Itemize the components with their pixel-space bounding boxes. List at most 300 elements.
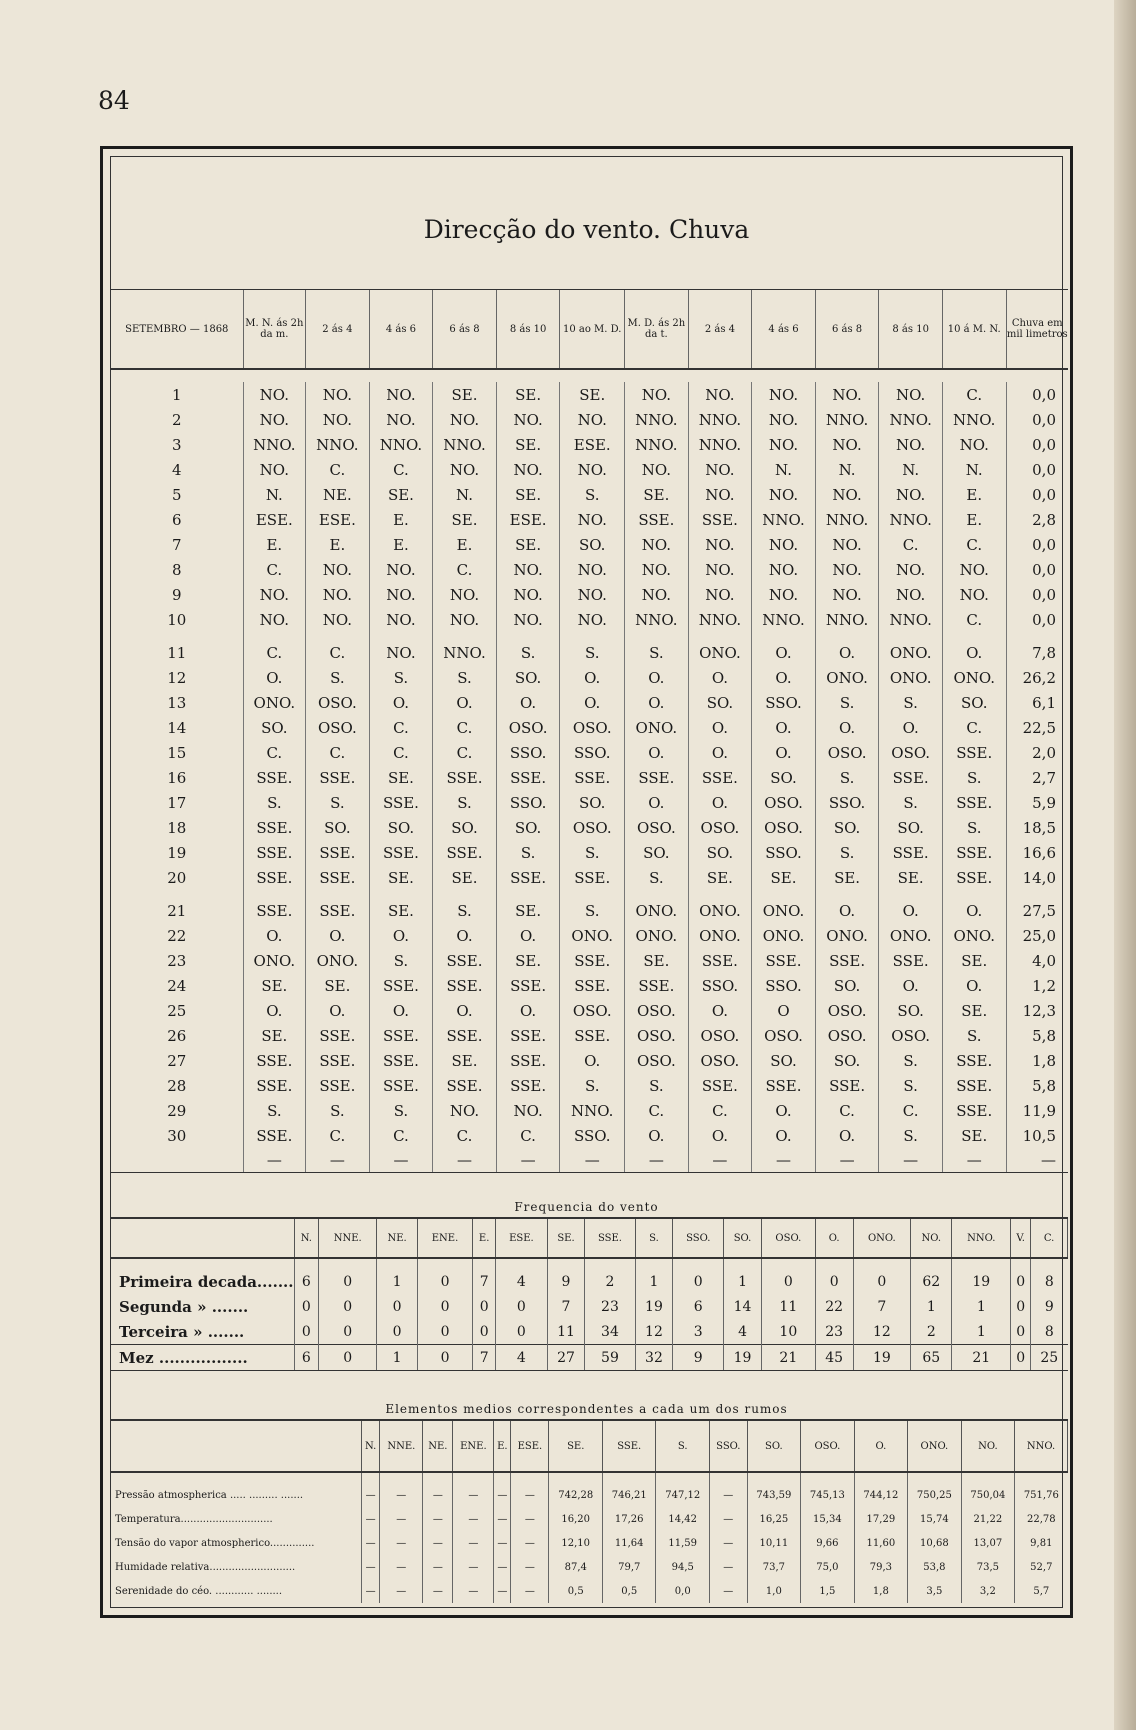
table-cell: SSO. bbox=[560, 1123, 625, 1148]
table-cell: SO. bbox=[879, 998, 943, 1023]
table-frame-inner bbox=[110, 156, 1068, 1608]
table-cell: NNO. bbox=[688, 407, 752, 432]
elements-cell: 73,7 bbox=[747, 1555, 801, 1579]
dash-cell: — bbox=[306, 1148, 370, 1173]
table-cell: NNO. bbox=[625, 432, 689, 457]
table-cell: O. bbox=[625, 690, 689, 715]
table-cell: O. bbox=[879, 973, 943, 998]
table-cell: 6,1 bbox=[1006, 690, 1068, 715]
table-cell: SSE. bbox=[306, 865, 370, 890]
frequency-header-cell: O. bbox=[815, 1218, 853, 1258]
table-cell: C. bbox=[306, 632, 370, 665]
table-cell: S. bbox=[942, 765, 1006, 790]
elements-header-cell: OSO. bbox=[801, 1420, 855, 1472]
table-cell: SSE. bbox=[369, 1073, 433, 1098]
table-row bbox=[111, 765, 1068, 790]
table-cell: S. bbox=[625, 632, 689, 665]
table-cell: O. bbox=[243, 923, 305, 948]
elements-cell: 9,81 bbox=[1015, 1531, 1068, 1555]
table-cell: NO. bbox=[306, 557, 370, 582]
elements-cell: 79,3 bbox=[854, 1555, 908, 1579]
table-cell: SSE. bbox=[815, 948, 879, 973]
table-cell: SO. bbox=[942, 690, 1006, 715]
table-cell: SE. bbox=[496, 890, 560, 923]
wind-header-cell: 4 ás 6 bbox=[369, 290, 433, 370]
frequency-cell: 0 bbox=[1011, 1294, 1031, 1319]
table-cell: SSE. bbox=[243, 1073, 305, 1098]
table-cell: SO. bbox=[560, 532, 625, 557]
frequency-cell: 25 bbox=[1031, 1345, 1068, 1371]
table-cell: S. bbox=[433, 665, 497, 690]
table-cell: SE. bbox=[243, 1023, 305, 1048]
table-cell: SSE. bbox=[433, 948, 497, 973]
table-cell: OSO. bbox=[815, 740, 879, 765]
table-cell: S. bbox=[369, 665, 433, 690]
mean-elements-table bbox=[111, 1419, 1068, 1603]
table-cell: O. bbox=[560, 690, 625, 715]
table-cell: SSE. bbox=[369, 973, 433, 998]
frequency-header-cell: SSO. bbox=[673, 1218, 724, 1258]
table-cell: 24 bbox=[167, 976, 187, 995]
table-row bbox=[111, 432, 1068, 457]
table-row bbox=[111, 632, 1068, 665]
frequency-cell: 32 bbox=[635, 1345, 673, 1371]
table-cell: S. bbox=[496, 632, 560, 665]
frequency-cell: 23 bbox=[585, 1294, 635, 1319]
elements-cell: 3,5 bbox=[908, 1579, 962, 1603]
table-cell: ONO. bbox=[752, 923, 816, 948]
table-cell: NO. bbox=[625, 457, 689, 482]
elements-cell: — bbox=[709, 1531, 747, 1555]
table-cell: NO. bbox=[433, 607, 497, 632]
table-cell: NNO. bbox=[369, 432, 433, 457]
frequency-cell: 9 bbox=[673, 1345, 724, 1371]
table-cell: NO. bbox=[815, 432, 879, 457]
table-cell: 5,9 bbox=[1006, 790, 1068, 815]
table-cell: NNO. bbox=[879, 507, 943, 532]
elements-row bbox=[111, 1579, 1068, 1603]
elements-cell: 747,12 bbox=[656, 1472, 710, 1507]
elements-cell: — bbox=[423, 1507, 453, 1531]
table-cell: 5 bbox=[172, 485, 182, 504]
table-cell: OSO. bbox=[625, 998, 689, 1023]
table-cell: 0,0 bbox=[1006, 432, 1068, 457]
table-cell: SE. bbox=[369, 765, 433, 790]
wind-direction-table bbox=[111, 289, 1068, 1173]
table-cell: SSE. bbox=[815, 1073, 879, 1098]
table-cell: C. bbox=[433, 557, 497, 582]
table-cell: NO. bbox=[815, 582, 879, 607]
table-cell: NNO. bbox=[625, 407, 689, 432]
table-cell: NO. bbox=[625, 382, 689, 407]
table-cell: S. bbox=[879, 1073, 943, 1098]
table-cell: 0,0 bbox=[1006, 407, 1068, 432]
table-cell: S. bbox=[879, 1048, 943, 1073]
frequency-cell: 1 bbox=[952, 1294, 1011, 1319]
elements-cell: — bbox=[494, 1579, 511, 1603]
table-cell: OSO. bbox=[306, 690, 370, 715]
table-cell: 1,2 bbox=[1006, 973, 1068, 998]
frequency-row bbox=[111, 1258, 1068, 1294]
table-cell: NO. bbox=[306, 382, 370, 407]
table-cell: SSE. bbox=[560, 865, 625, 890]
table-cell: SO. bbox=[306, 815, 370, 840]
table-cell: 0,0 bbox=[1006, 482, 1068, 507]
table-cell: 2,0 bbox=[1006, 740, 1068, 765]
table-cell: NO. bbox=[688, 582, 752, 607]
table-cell: S. bbox=[560, 482, 625, 507]
table-cell: SSE. bbox=[879, 948, 943, 973]
table-cell: 26 bbox=[167, 1026, 187, 1045]
table-cell: N. bbox=[879, 457, 943, 482]
table-cell: 4,0 bbox=[1006, 948, 1068, 973]
elements-cell: — bbox=[423, 1472, 453, 1507]
frequency-cell: 0 bbox=[1011, 1258, 1031, 1294]
table-cell: C. bbox=[815, 1098, 879, 1123]
table-cell: SSE. bbox=[306, 765, 370, 790]
elements-cell: 0,0 bbox=[656, 1579, 710, 1603]
frequency-header-cell: E. bbox=[473, 1218, 496, 1258]
table-cell: O. bbox=[752, 1098, 816, 1123]
elements-cell: 11,64 bbox=[602, 1531, 656, 1555]
table-cell: O. bbox=[815, 715, 879, 740]
wind-header-cell: 6 ás 8 bbox=[433, 290, 497, 370]
frequency-header-cell: V. bbox=[1011, 1218, 1031, 1258]
table-cell: S. bbox=[306, 790, 370, 815]
dash-spacer bbox=[111, 1148, 243, 1173]
frequency-row-label: Terceira » ....... bbox=[119, 1322, 245, 1341]
dash-cell: — bbox=[879, 1148, 943, 1173]
table-cell: ESE. bbox=[560, 432, 625, 457]
table-cell: SSE. bbox=[243, 840, 305, 865]
elements-header-cell: S. bbox=[656, 1420, 710, 1472]
table-cell: SE. bbox=[433, 1048, 497, 1073]
table-cell: NNO. bbox=[625, 607, 689, 632]
elements-cell: 16,20 bbox=[549, 1507, 603, 1531]
wind-header-cell: 10 ao M. D. bbox=[560, 290, 625, 370]
table-cell: 0,0 bbox=[1006, 557, 1068, 582]
table-cell: O. bbox=[243, 998, 305, 1023]
table-cell: O. bbox=[688, 998, 752, 1023]
table-cell: 22 bbox=[167, 926, 187, 945]
table-cell: ESE. bbox=[496, 507, 560, 532]
table-cell: C. bbox=[879, 532, 943, 557]
wind-header-cell: M. N. ás 2h da m. bbox=[243, 290, 305, 370]
table-cell: NO. bbox=[688, 532, 752, 557]
table-cell: NO. bbox=[815, 532, 879, 557]
table-cell: SO. bbox=[625, 840, 689, 865]
wind-header-cell: 2 ás 4 bbox=[306, 290, 370, 370]
table-cell: 0,0 bbox=[1006, 457, 1068, 482]
frequency-cell: 34 bbox=[585, 1319, 635, 1345]
table-cell: S. bbox=[942, 815, 1006, 840]
elements-header-cell: NNE. bbox=[380, 1420, 423, 1472]
table-cell: SE. bbox=[752, 865, 816, 890]
frequency-row-label: Segunda » ....... bbox=[119, 1297, 249, 1316]
table-cell: SSE. bbox=[243, 865, 305, 890]
table-cell: SSE. bbox=[306, 1023, 370, 1048]
elements-cell: 52,7 bbox=[1015, 1555, 1068, 1579]
table-cell: SO. bbox=[560, 790, 625, 815]
table-cell: SSO. bbox=[560, 740, 625, 765]
table-cell: C. bbox=[306, 740, 370, 765]
frequency-cell: 7 bbox=[547, 1294, 585, 1319]
table-cell: SSO. bbox=[752, 690, 816, 715]
table-cell: SSE. bbox=[942, 1098, 1006, 1123]
table-cell: 20 bbox=[167, 868, 187, 887]
table-cell: SSO. bbox=[496, 740, 560, 765]
table-cell: SSE. bbox=[942, 1073, 1006, 1098]
table-cell: 14,0 bbox=[1006, 865, 1068, 890]
table-cell: NO. bbox=[879, 557, 943, 582]
table-cell: O. bbox=[433, 998, 497, 1023]
table-cell: SE. bbox=[369, 865, 433, 890]
table-cell: ONO. bbox=[942, 665, 1006, 690]
frequency-cell: 3 bbox=[673, 1319, 724, 1345]
table-row bbox=[111, 457, 1068, 482]
elements-row-label: Humidade relativa........................... bbox=[115, 1561, 296, 1573]
table-row bbox=[111, 790, 1068, 815]
table-cell: ESE. bbox=[306, 507, 370, 532]
table-cell: NO. bbox=[752, 532, 816, 557]
table-cell: C. bbox=[942, 532, 1006, 557]
frequency-cell: 6 bbox=[673, 1294, 724, 1319]
elements-header-cell: ONO. bbox=[908, 1420, 962, 1472]
table-cell: C. bbox=[942, 607, 1006, 632]
elements-cell: 17,29 bbox=[854, 1507, 908, 1531]
frequency-row bbox=[111, 1345, 1068, 1371]
table-cell: 7,8 bbox=[1006, 632, 1068, 665]
elements-row-label: Tensão do vapor atmospherico.............. bbox=[115, 1537, 315, 1549]
table-cell: O. bbox=[625, 740, 689, 765]
frequency-body bbox=[111, 1258, 1068, 1371]
elements-cell: — bbox=[380, 1507, 423, 1531]
table-cell: SE. bbox=[496, 382, 560, 407]
table-cell: NO. bbox=[625, 557, 689, 582]
table-cell: NO. bbox=[752, 557, 816, 582]
table-cell: ONO. bbox=[625, 890, 689, 923]
frequency-cell: 1 bbox=[724, 1258, 762, 1294]
frequency-cell: 0 bbox=[319, 1319, 377, 1345]
table-cell: C. bbox=[369, 740, 433, 765]
frequency-header bbox=[111, 1218, 1068, 1258]
table-cell: S. bbox=[369, 948, 433, 973]
frequency-cell: 7 bbox=[853, 1294, 911, 1319]
table-cell: SSE. bbox=[496, 865, 560, 890]
table-cell: NO. bbox=[243, 582, 305, 607]
elements-cell: — bbox=[709, 1472, 747, 1507]
table-cell: SSE. bbox=[560, 1023, 625, 1048]
table-cell: SSE. bbox=[496, 1023, 560, 1048]
table-cell: ONO. bbox=[752, 890, 816, 923]
frequency-header-cell: NO. bbox=[911, 1218, 952, 1258]
wind-header-cell: 6 ás 8 bbox=[815, 290, 879, 370]
elements-cell: 743,59 bbox=[747, 1472, 801, 1507]
table-cell: NO. bbox=[879, 582, 943, 607]
frequency-cell: 59 bbox=[585, 1345, 635, 1371]
frequency-row-label: Primeira decada....... bbox=[119, 1272, 294, 1291]
table-cell: S. bbox=[815, 840, 879, 865]
table-row bbox=[111, 582, 1068, 607]
table-cell: SSE. bbox=[306, 890, 370, 923]
elements-cell: 11,60 bbox=[854, 1531, 908, 1555]
table-cell: SSE. bbox=[243, 815, 305, 840]
frequency-cell: 0 bbox=[294, 1294, 319, 1319]
table-cell: NO. bbox=[369, 632, 433, 665]
table-cell: SSE. bbox=[942, 790, 1006, 815]
table-cell: O. bbox=[942, 890, 1006, 923]
table-cell: SO. bbox=[496, 815, 560, 840]
elements-cell: — bbox=[362, 1531, 380, 1555]
table-cell: NO. bbox=[560, 607, 625, 632]
table-cell: SSE. bbox=[433, 1023, 497, 1048]
table-cell: SSO. bbox=[815, 790, 879, 815]
table-cell: 8 bbox=[172, 560, 182, 579]
elements-header bbox=[111, 1420, 1068, 1472]
table-cell: S. bbox=[560, 632, 625, 665]
table-cell: SSE. bbox=[688, 507, 752, 532]
elements-cell: 15,74 bbox=[908, 1507, 962, 1531]
table-row bbox=[111, 948, 1068, 973]
table-cell: C. bbox=[306, 1123, 370, 1148]
table-cell: S. bbox=[496, 840, 560, 865]
table-cell: SO. bbox=[369, 815, 433, 840]
elements-cell: 14,42 bbox=[656, 1507, 710, 1531]
frequency-cell: 19 bbox=[635, 1294, 673, 1319]
elements-cell: — bbox=[511, 1531, 549, 1555]
table-row bbox=[111, 840, 1068, 865]
table-cell: NNO. bbox=[560, 1098, 625, 1123]
table-cell: SSE. bbox=[496, 973, 560, 998]
table-cell: S. bbox=[879, 1123, 943, 1148]
table-cell: 16 bbox=[167, 768, 187, 787]
table-cell: O. bbox=[688, 715, 752, 740]
frequency-cell: 21 bbox=[761, 1345, 815, 1371]
table-cell: NO. bbox=[752, 382, 816, 407]
table-cell: SSE. bbox=[369, 840, 433, 865]
table-cell: SSE. bbox=[688, 948, 752, 973]
elements-cell: 94,5 bbox=[656, 1555, 710, 1579]
table-cell: S. bbox=[306, 1098, 370, 1123]
table-cell: SSE. bbox=[942, 865, 1006, 890]
table-cell: OSO. bbox=[815, 1023, 879, 1048]
table-cell: 28 bbox=[167, 1076, 187, 1095]
table-cell: NO. bbox=[496, 407, 560, 432]
table-cell: O. bbox=[625, 1123, 689, 1148]
table-cell: O. bbox=[879, 890, 943, 923]
table-cell: SE. bbox=[625, 948, 689, 973]
table-cell: O. bbox=[496, 923, 560, 948]
table-cell: S. bbox=[625, 865, 689, 890]
table-cell: NO. bbox=[625, 582, 689, 607]
frequency-header-cell: ESE. bbox=[496, 1218, 547, 1258]
table-cell: SO. bbox=[688, 840, 752, 865]
table-cell: O. bbox=[625, 665, 689, 690]
table-cell: O. bbox=[433, 923, 497, 948]
elements-caption: Elementos medios correspondentes a cada um dos rumos bbox=[385, 1402, 788, 1416]
table-cell: 11 bbox=[167, 643, 187, 662]
table-cell: SE. bbox=[496, 532, 560, 557]
table-cell: SO. bbox=[752, 1048, 816, 1073]
table-cell: NO. bbox=[688, 382, 752, 407]
table-cell: NO. bbox=[560, 557, 625, 582]
elements-cell: 750,04 bbox=[961, 1472, 1015, 1507]
frequency-cell: 21 bbox=[952, 1345, 1011, 1371]
table-cell: OSO. bbox=[752, 815, 816, 840]
table-cell: NO. bbox=[369, 382, 433, 407]
table-cell: O. bbox=[688, 740, 752, 765]
table-cell: 0,0 bbox=[1006, 382, 1068, 407]
frequency-cell: 23 bbox=[815, 1319, 853, 1345]
elements-cell: 745,13 bbox=[801, 1472, 855, 1507]
frequency-cell: 0 bbox=[377, 1294, 418, 1319]
frequency-label-header bbox=[111, 1218, 294, 1258]
table-cell: NO. bbox=[815, 382, 879, 407]
frequency-cell: 19 bbox=[724, 1345, 762, 1371]
frequency-cell: 19 bbox=[853, 1345, 911, 1371]
table-cell: NO. bbox=[369, 582, 433, 607]
table-cell: S. bbox=[560, 1073, 625, 1098]
table-row bbox=[111, 815, 1068, 840]
table-cell: E. bbox=[942, 482, 1006, 507]
dash-cell: — bbox=[752, 1148, 816, 1173]
table-cell: O. bbox=[879, 715, 943, 740]
frequency-cell: 0 bbox=[853, 1258, 911, 1294]
table-cell: 23 bbox=[167, 951, 187, 970]
table-cell: 16,6 bbox=[1006, 840, 1068, 865]
table-cell: SSE. bbox=[625, 973, 689, 998]
wind-header-cell: SETEMBRO — 1868 bbox=[111, 290, 243, 370]
table-cell: O. bbox=[369, 923, 433, 948]
table-cell: SE. bbox=[433, 865, 497, 890]
frequency-header-cell: ENE. bbox=[417, 1218, 472, 1258]
table-cell: C. bbox=[942, 715, 1006, 740]
frequency-cell: 7 bbox=[473, 1258, 496, 1294]
table-cell: NE. bbox=[306, 482, 370, 507]
table-cell: NO. bbox=[625, 532, 689, 557]
table-cell: NO. bbox=[879, 482, 943, 507]
table-row bbox=[111, 607, 1068, 632]
table-cell: O. bbox=[752, 1123, 816, 1148]
elements-cell: — bbox=[453, 1555, 494, 1579]
frequency-cell: 0 bbox=[473, 1294, 496, 1319]
frequency-cell: 0 bbox=[294, 1319, 319, 1345]
table-cell: NO. bbox=[243, 382, 305, 407]
table-cell: NO. bbox=[815, 482, 879, 507]
table-cell: S. bbox=[433, 890, 497, 923]
table-row bbox=[111, 1073, 1068, 1098]
frequency-cell: 0 bbox=[473, 1319, 496, 1345]
frequency-caption: Frequencia do vento bbox=[514, 1200, 659, 1214]
table-cell: NNO. bbox=[752, 607, 816, 632]
table-cell: NO. bbox=[942, 432, 1006, 457]
frequency-cell: 0 bbox=[673, 1258, 724, 1294]
wind-header-cell: 8 ás 10 bbox=[879, 290, 943, 370]
table-cell: SSE. bbox=[942, 1048, 1006, 1073]
frequency-header-cell: S. bbox=[635, 1218, 673, 1258]
spacer-row bbox=[111, 369, 1068, 382]
table-cell: OSO. bbox=[560, 715, 625, 740]
table-cell: NNO. bbox=[243, 432, 305, 457]
frequency-cell: 0 bbox=[417, 1345, 472, 1371]
table-cell: SE. bbox=[369, 482, 433, 507]
frequency-cell: 1 bbox=[635, 1258, 673, 1294]
table-cell: 17 bbox=[167, 793, 187, 812]
table-cell: SSE. bbox=[496, 1073, 560, 1098]
table-cell: C. bbox=[433, 1123, 497, 1148]
table-cell: NNO. bbox=[433, 432, 497, 457]
table-cell: ONO. bbox=[243, 948, 305, 973]
